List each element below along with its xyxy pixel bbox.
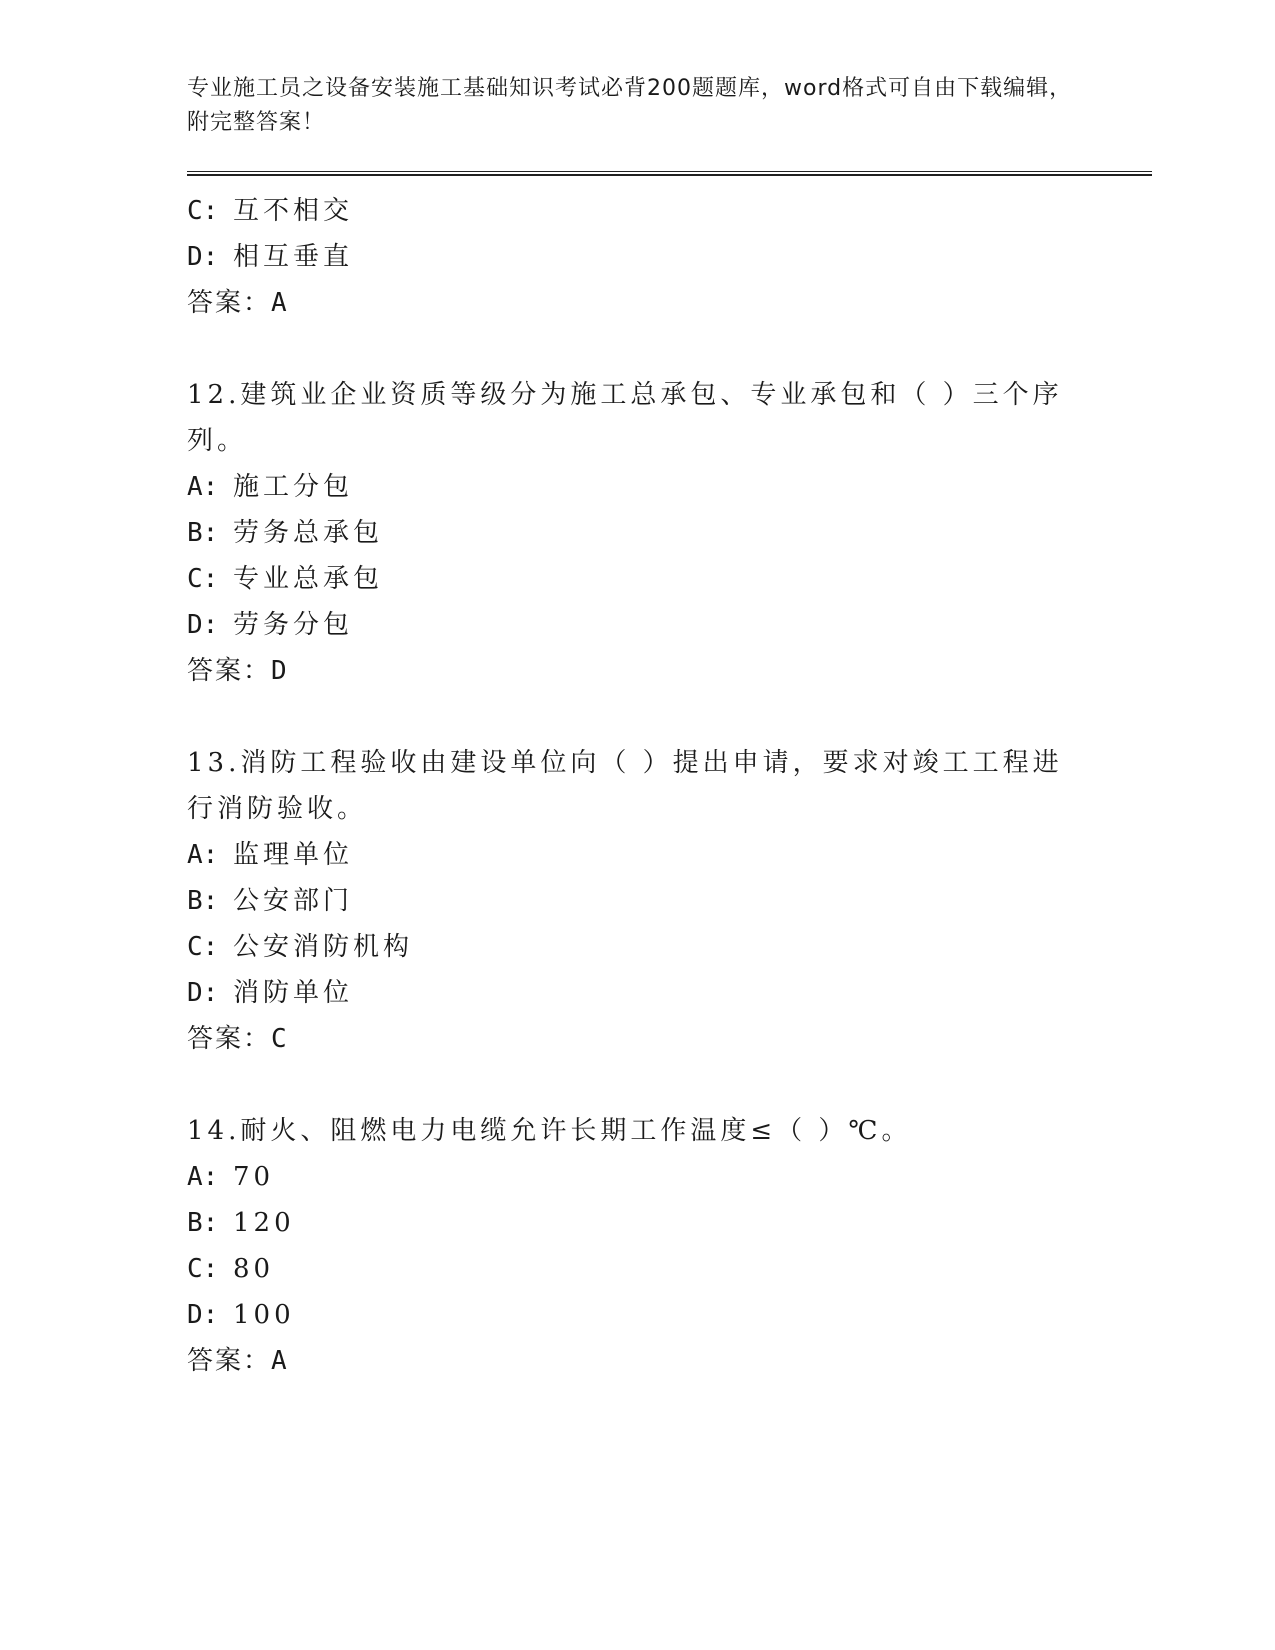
answer-value: A [271,288,289,318]
option-label: A: [187,1162,219,1192]
question-stem: 14.耐火、阻燃电力电缆允许长期工作温度≤（ ）℃。 [187,1116,912,1146]
answer-line [187,1016,1077,1062]
question-stem: 13.消防工程验收由建设单位向（ ）提出申请，要求对竣工工程进行消防验收。 [187,748,1063,824]
option-text: 公安消防机构 [233,932,414,962]
answer-line [187,1338,1077,1384]
option-text: 80 [233,1254,275,1284]
option-text: 公安部门 [233,886,354,916]
option-text: 劳务总承包 [233,518,384,548]
header-divider-thin [187,171,1152,172]
option-d [187,602,1077,648]
option-label: D: [187,978,219,1008]
answer-line [187,648,1077,694]
document-title: 专业施工员之设备安装施工基础知识考试必背200题题库，word格式可自由下载编辑，附完整答案！ [187,76,1073,135]
option-label: C: [187,1254,219,1284]
answer-label: 答案： [187,656,272,686]
option-label: C: [187,196,219,226]
option-d [187,970,1077,1016]
option-label: D: [187,610,219,640]
option-label: D: [187,1300,219,1330]
option-label: B: [187,886,219,916]
option-text: 相互垂直 [233,242,354,272]
option-b [187,510,1077,556]
option-label: A: [187,840,219,870]
option-label: C: [187,932,219,962]
option-c [187,1246,1077,1292]
page-header [187,72,1087,140]
option-a [187,1154,1077,1200]
option-c [187,188,1077,234]
option-text: 70 [233,1162,275,1192]
option-text: 监理单位 [233,840,354,870]
option-b [187,1200,1077,1246]
option-c [187,556,1077,602]
option-text: 互不相交 [233,196,354,226]
question-item [187,1108,1077,1384]
option-text: 120 [233,1208,295,1238]
option-d [187,1292,1077,1338]
answer-value: A [271,1346,289,1376]
answer-label: 答案： [187,1346,272,1376]
question-item [187,740,1077,1062]
option-c [187,924,1077,970]
option-label: A: [187,472,219,502]
question-stem: 12.建筑业企业资质等级分为施工总承包、专业承包和（ ）三个序列。 [187,380,1063,456]
option-text: 消防单位 [233,978,354,1008]
option-text: 施工分包 [233,472,354,502]
question-fragment [187,188,1077,326]
answer-value: C [271,1024,289,1054]
option-a [187,464,1077,510]
answer-label: 答案： [187,1024,272,1054]
option-d [187,234,1077,280]
option-b [187,878,1077,924]
question-list [187,188,1077,1384]
option-text: 100 [233,1300,295,1330]
answer-line [187,280,1077,326]
option-label: B: [187,1208,219,1238]
option-label: C: [187,564,219,594]
answer-label: 答案： [187,288,272,318]
answer-value: D [271,656,289,686]
option-label: B: [187,518,219,548]
header-divider-thick [187,174,1152,176]
option-text: 劳务分包 [233,610,354,640]
option-text: 专业总承包 [233,564,384,594]
option-a [187,832,1077,878]
option-label: D: [187,242,219,272]
question-item [187,372,1077,694]
